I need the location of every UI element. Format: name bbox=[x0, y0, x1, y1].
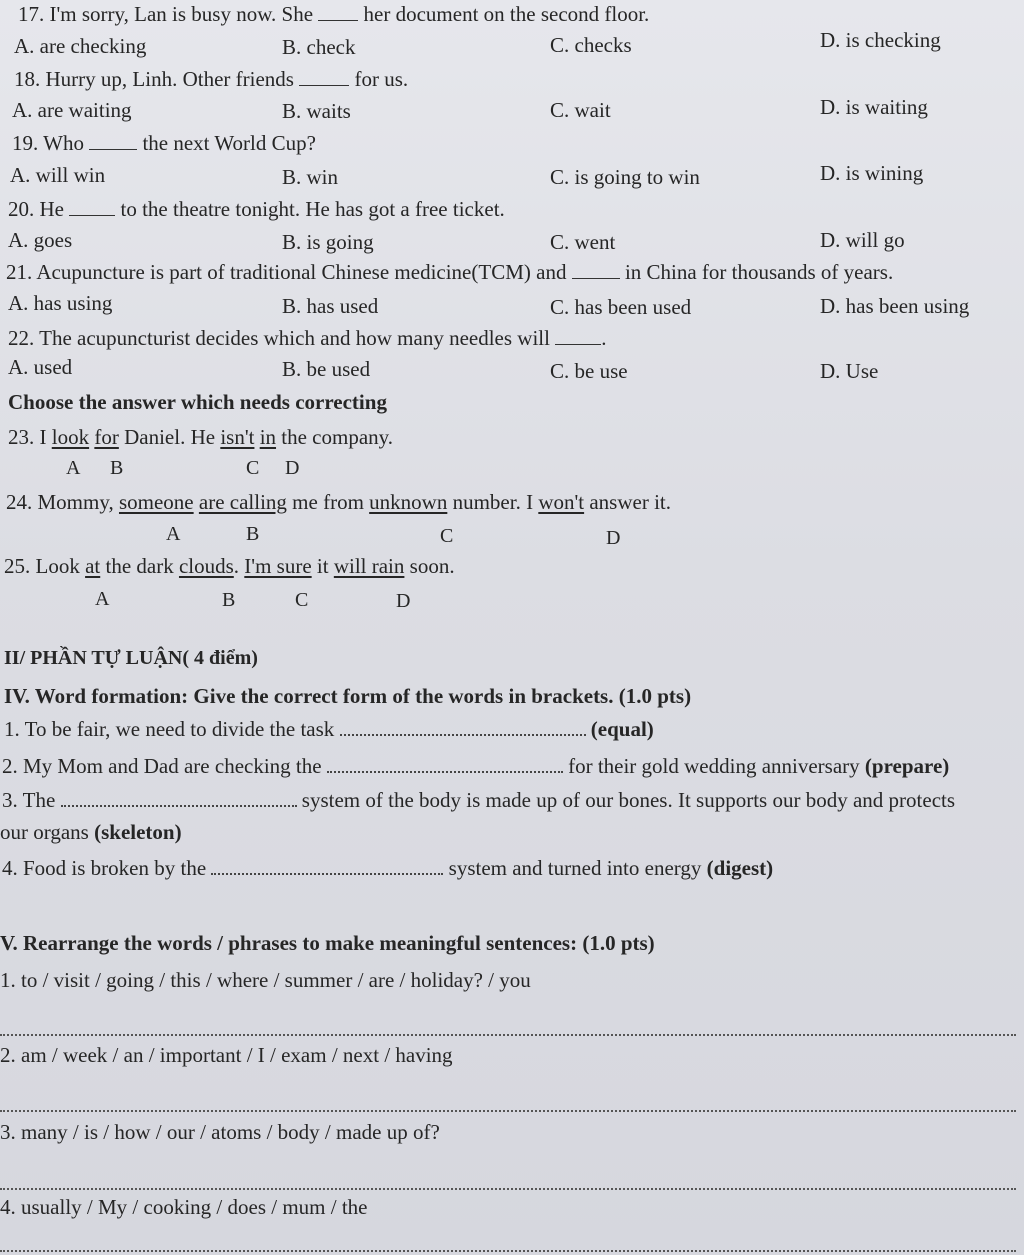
question-19 bbox=[12, 133, 316, 154]
label-d: D bbox=[606, 527, 621, 549]
underlined-part-d: will rain bbox=[333, 554, 405, 578]
option-c: C. went bbox=[550, 230, 616, 254]
answer-dotted-blank bbox=[61, 791, 297, 807]
option-d: D. will go bbox=[820, 228, 905, 252]
answer-blank bbox=[555, 328, 601, 345]
section-heading: IV. Word formation: Give the correct form of the words in brackets. (1.0 pts) bbox=[4, 684, 692, 708]
option-c: C. wait bbox=[550, 98, 611, 122]
question-text: 18. Hurry up, Linh. Other friends bbox=[14, 67, 294, 91]
rearrange-2: 2. am / week / an / important / I / exam / next / having bbox=[0, 1043, 453, 1067]
question-text: 19. Who bbox=[12, 131, 84, 155]
question-18 bbox=[14, 69, 408, 90]
label-d: D bbox=[396, 590, 411, 612]
answer-dotted-blank bbox=[327, 757, 563, 773]
word-formation-4 bbox=[2, 858, 773, 879]
underlined-part-b: for bbox=[94, 425, 119, 449]
label-a: A bbox=[166, 523, 181, 545]
question-text: me from bbox=[286, 490, 370, 514]
question-text: Daniel. He bbox=[118, 425, 221, 449]
question-23 bbox=[8, 427, 393, 448]
answer-dotted-line bbox=[0, 1034, 1016, 1036]
question-text: for us. bbox=[354, 67, 409, 91]
label-c: C bbox=[440, 525, 454, 547]
underlined-part-c: unknown bbox=[369, 490, 448, 514]
section-heading: Choose the answer which needs correcting bbox=[8, 390, 387, 414]
word-formation-1 bbox=[4, 719, 654, 740]
underlined-part-d: won't bbox=[538, 490, 585, 514]
question-text: for their gold wedding anniversary bbox=[568, 754, 860, 778]
answer-dotted-blank bbox=[340, 720, 586, 736]
option-d: D. Use bbox=[820, 359, 879, 383]
question-text: the next World Cup? bbox=[142, 131, 316, 155]
question-25 bbox=[4, 556, 455, 577]
question-text: 20. He bbox=[8, 197, 64, 221]
option-a: A. goes bbox=[8, 228, 73, 252]
question-text: 23. I bbox=[8, 425, 52, 449]
question-text: 4. Food is broken by the bbox=[2, 856, 207, 880]
answer-blank bbox=[572, 262, 620, 279]
label-b: B bbox=[246, 523, 260, 545]
option-c: C. be use bbox=[550, 359, 628, 383]
answer-blank bbox=[89, 133, 137, 150]
rearrange-4: 4. usually / My / cooking / does / mum / the bbox=[0, 1195, 368, 1219]
question-text: 22. The acupuncturist decides which and how many needles will bbox=[8, 326, 550, 350]
underlined-part-a: at bbox=[85, 554, 101, 578]
question-text: in China for thousands of years. bbox=[624, 260, 894, 284]
option-a: A. are waiting bbox=[12, 98, 132, 122]
word-formation-2 bbox=[2, 756, 949, 777]
option-b: B. check bbox=[282, 35, 356, 59]
question-text: 3. The bbox=[2, 788, 56, 812]
option-c: C. checks bbox=[550, 33, 632, 57]
underlined-part-d: in bbox=[259, 425, 277, 449]
answer-blank bbox=[318, 4, 358, 21]
option-c: C. is going to win bbox=[550, 165, 700, 189]
section-heading: V. Rearrange the words / phrases to make meaningful sentences: (1.0 pts) bbox=[0, 931, 655, 955]
question-text: system of the body is made up of our bones. It supports our body and protects bbox=[301, 788, 956, 812]
label-b: B bbox=[110, 457, 124, 479]
label-a: A bbox=[95, 588, 110, 610]
word-in-brackets: (skeleton) bbox=[94, 820, 182, 844]
underlined-part-a: someone bbox=[118, 490, 194, 514]
option-d: D. is waiting bbox=[820, 95, 928, 119]
answer-dotted-line bbox=[0, 1110, 1016, 1112]
word-formation-3-continued bbox=[0, 822, 182, 843]
label-c: C bbox=[246, 457, 260, 479]
answer-blank bbox=[299, 69, 349, 86]
question-text: to the theatre tonight. He has got a free ticket. bbox=[120, 197, 505, 221]
rearrange-3: 3. many / is / how / our / atoms / body / made up of? bbox=[0, 1120, 440, 1144]
question-text: . bbox=[233, 554, 245, 578]
part-heading: II/ PHẦN TỰ LUẬN( 4 điểm) bbox=[4, 647, 258, 669]
underlined-part-c: I'm sure bbox=[244, 554, 312, 578]
option-d: D. has been using bbox=[820, 294, 970, 318]
question-text: her document on the second floor. bbox=[363, 2, 650, 26]
question-text: 24. Mommy, bbox=[6, 490, 119, 514]
label-c: C bbox=[295, 589, 309, 611]
option-c: C. has been used bbox=[550, 295, 692, 319]
rearrange-1: 1. to / visit / going / this / where / summer / are / holiday? / you bbox=[0, 968, 531, 992]
option-a: A. used bbox=[8, 355, 73, 379]
question-text: 1. To be fair, we need to divide the task bbox=[4, 717, 335, 741]
option-a: A. are checking bbox=[14, 34, 147, 58]
question-22 bbox=[8, 328, 606, 349]
answer-dotted-line bbox=[0, 1250, 1016, 1252]
question-text: answer it. bbox=[584, 490, 672, 514]
option-d: D. is wining bbox=[820, 161, 924, 185]
option-d: D. is checking bbox=[820, 28, 941, 52]
label-a: A bbox=[66, 457, 81, 479]
option-b: B. waits bbox=[282, 99, 351, 123]
question-text: system and turned into energy bbox=[448, 856, 702, 880]
question-text: it bbox=[311, 554, 334, 578]
question-text: 17. I'm sorry, Lan is busy now. She bbox=[18, 2, 314, 26]
option-a: A. has using bbox=[8, 291, 113, 315]
option-b: B. be used bbox=[282, 357, 371, 381]
question-24 bbox=[6, 492, 671, 513]
answer-blank bbox=[69, 199, 115, 216]
underlined-part-c: isn't bbox=[220, 425, 255, 449]
label-d: D bbox=[285, 457, 300, 479]
option-a: A. will win bbox=[10, 163, 106, 187]
underlined-part-a: look bbox=[51, 425, 90, 449]
question-17 bbox=[18, 4, 649, 25]
question-text: the dark bbox=[100, 554, 179, 578]
underlined-part-b: clouds bbox=[178, 554, 234, 578]
question-21 bbox=[6, 262, 893, 283]
label-b: B bbox=[222, 589, 236, 611]
word-in-brackets: (equal) bbox=[590, 717, 654, 741]
word-formation-3 bbox=[2, 790, 955, 811]
question-text: soon. bbox=[404, 554, 455, 578]
option-b: B. win bbox=[282, 165, 339, 189]
question-text: number. I bbox=[447, 490, 539, 514]
option-b: B. is going bbox=[282, 230, 374, 254]
word-in-brackets: (digest) bbox=[706, 856, 774, 880]
underlined-part-b: are calling bbox=[198, 490, 287, 514]
question-text: 21. Acupuncture is part of traditional Chinese medicine(TCM) and bbox=[6, 260, 567, 284]
word-in-brackets: (prepare) bbox=[864, 754, 950, 778]
question-20 bbox=[8, 199, 505, 220]
question-text: the company. bbox=[276, 425, 394, 449]
question-text: our organs bbox=[0, 820, 89, 844]
question-text: 2. My Mom and Dad are checking the bbox=[2, 754, 322, 778]
option-b: B. has used bbox=[282, 294, 379, 318]
answer-dotted-blank bbox=[211, 859, 443, 875]
answer-dotted-line bbox=[0, 1188, 1016, 1190]
question-text: . bbox=[601, 326, 607, 350]
question-text: 25. Look bbox=[4, 554, 86, 578]
